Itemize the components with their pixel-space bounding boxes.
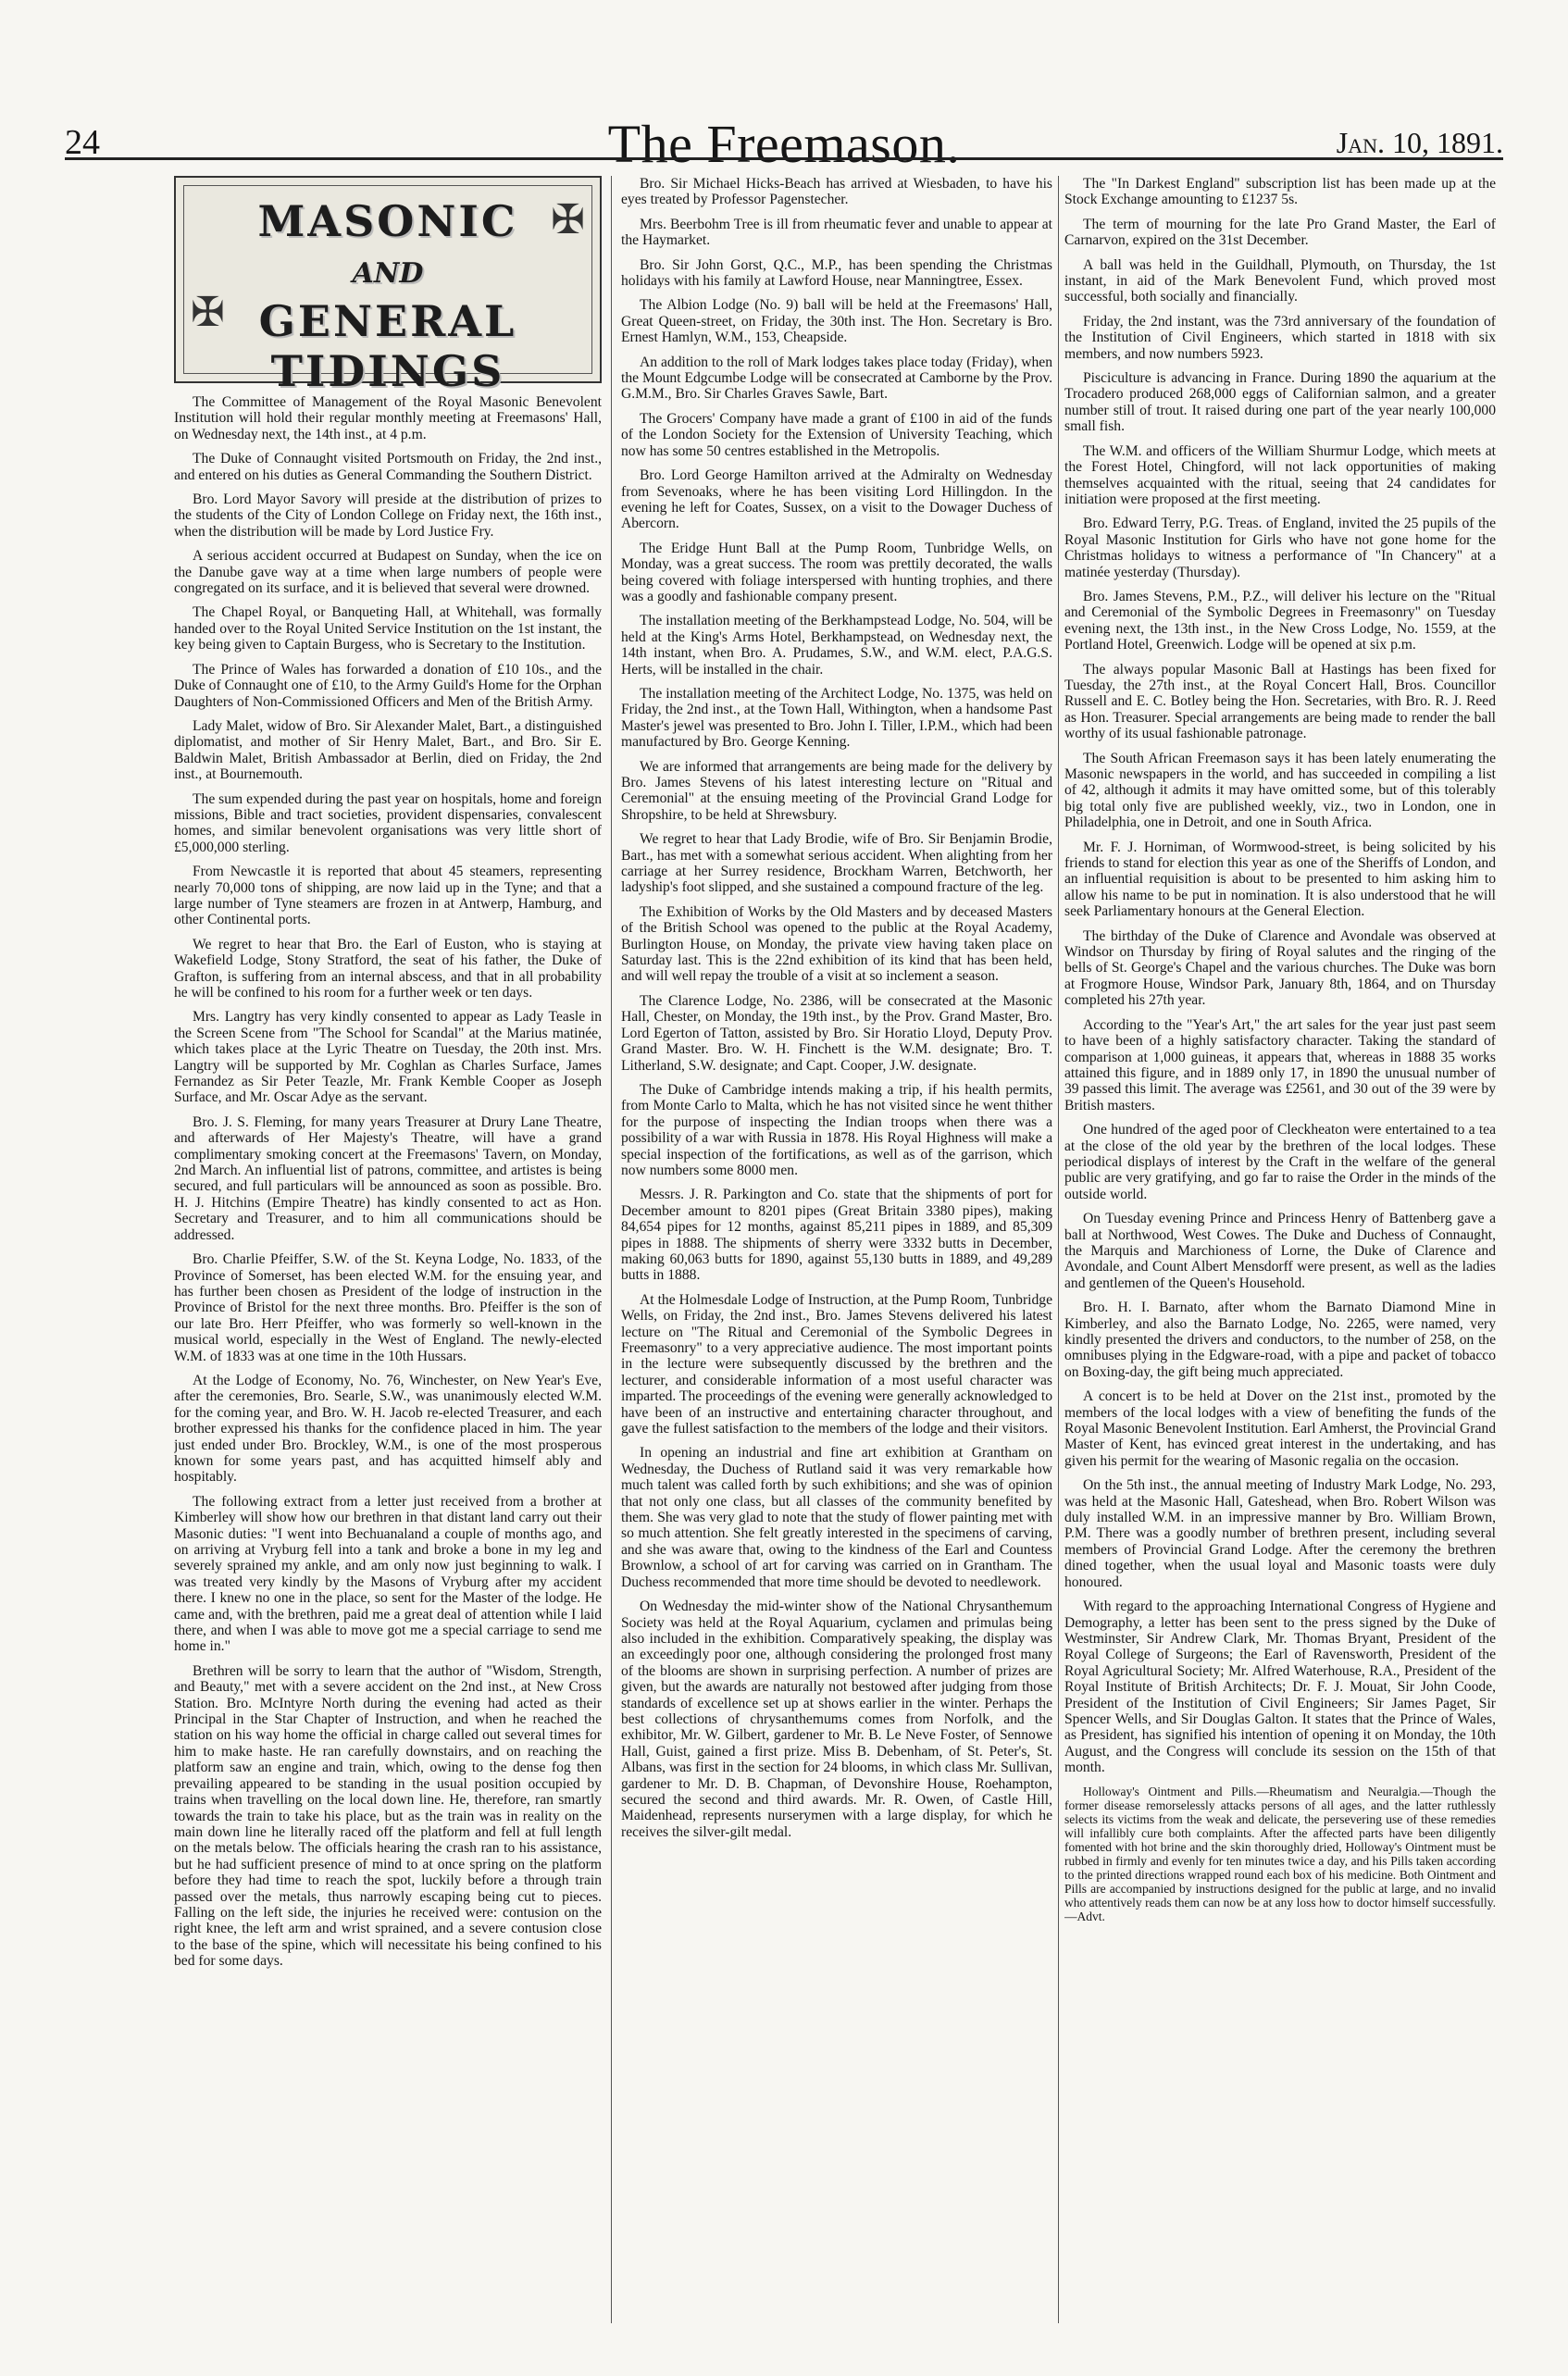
news-paragraph: The Grocers' Company have made a grant of £100 in aid of the funds of the London Society for the Extension of University Teaching, which now has some 50 centres established in the Metropolis. [621, 410, 1052, 459]
news-paragraph: Bro. Edward Terry, P.G. Treas. of England, invited the 25 pupils of the Royal Masonic Institution for Girls who have not gone home for the Christmas holidays to witness a performance of "In Chancery" at a matinée yesterday (Thursday). [1064, 516, 1496, 580]
news-paragraph: On the 5th inst., the annual meeting of Industry Mark Lodge, No. 293, was held at the Masonic Hall, Gateshead, when Bro. Robert Wilson was duly installed W.M. in an impressive manner by Bro. William Brown, P.M. There was a goodly number of brethren present, including several members of Provincial Grand Lodge. After the ceremony the brethren dined together, when the usual loyal and Masonic toasts were duly honoured. [1064, 1477, 1496, 1590]
news-paragraph: Brethren will be sorry to learn that the author of "Wisdom, Strength, and Beauty," met with a severe accident on the 2nd inst., at New Cross Station. Bro. McIntyre North during the evening had acted as their Principal in the Star Chapter of Instruction, and when he reached the station on his way home the official in charge called out several times for him to make haste. He ran carefully downstairs, and on reaching the platform saw an engine and train, which, owing to the dense fog then prevailing appeared to be standing in the usual position occupied by trains when travelling on the local down line. He, therefore, ran smartly towards the train to take his place, but as the train was in reality on the main down line he literally raced off the platform and fell at full length on the metals below. The officials hearing the crash ran to his assistance, but he had sufficient presence of mind to at once spring on the platform before they had time to reach the spot, luckily before a through train passed over the metals, thus narrowly escaping being cut to pieces. Falling on the left side, the injuries he received were: contusion on the right knee, the left arm and wrist sprained, and a severe contusion close to the base of the spine, which will necessitate his being confined to his bed for some days. [174, 1662, 602, 1970]
news-paragraph: A concert is to be held at Dover on the 21st inst., promoted by the members of the local lodges with a view of benefiting the funds of the Royal Masonic Benevolent Institution. Earl Amherst, the Provincial Grand Master of Kent, has evinced great interest in the undertaking, and has given his permit for the wearing of Masonic regalia on the occasion. [1064, 1388, 1496, 1469]
news-paragraph: On Wednesday the mid-winter show of the National Chrysanthemum Society was held at the Royal Aquarium, cyclamen and primulas being also included in the exhibition. Comparatively speaking, the display was an exceedingly poor one, although considering the prolonged frost many of the blooms are shown in surprising perfection. A number of prizes are given, but the awards are naturally not bestowed after judging from those standards of excellence set up at shows earlier in the winter. Perhaps the best collections of chrysanthemums comes from Norfolk, and the exhibitor, Mr. W. Gilbert, gardener to Mr. B. Le Neve Foster, of Sennowe Hall, Guist, gained a first prize. Miss B. Debenham, of St. Peter's, St. Albans, was first in the section for 24 blooms, in which class Mr. Sullivan, gardener to Mr. D. B. Chapman, of Devonshire House, Roehampton, secured the second and third awards. Mr. R. Owen, of Castle Hill, Maidenhead, represents nurserymen with a large display, for which he receives the silver-gilt medal. [621, 1599, 1052, 1840]
news-paragraph: The Duke of Cambridge intends making a trip, if his health permits, from Monte Carlo to Malta, which he has not visited since he went thither for the purpose of inspecting the Indian troops when there was a possibility of a war with Russia in 1878. His Royal Highness will make a special inspection of the fortifications, as well as of the garrison, which now numbers some 8000 men. [621, 1081, 1052, 1178]
page-header [65, 65, 1503, 174]
banner-line-masonic: MASONIC [257, 196, 518, 246]
news-paragraph: We regret to hear that Lady Brodie, wife of Bro. Sir Benjamin Brodie, Bart., has met with a somewhat serious accident. When alighting from her carriage at her Surrey residence, Brockham Warren, Betchworth, her ladyship's foot slipped, and she sustained a compound fracture of the leg. [621, 831, 1052, 896]
news-paragraph: Bro. Sir Michael Hicks-Beach has arrived at Wiesbaden, to have his eyes treated by Professor Pagenstecher. [621, 176, 1052, 208]
news-paragraph: The W.M. and officers of the William Shurmur Lodge, which meets at the Forest Hotel, Chingford, will not lack opportunities of making themselves acquainted with the ritual, seeing that 24 candidates for initiation were proposed at the first meeting. [1064, 442, 1496, 507]
news-paragraph: The installation meeting of the Berkhampstead Lodge, No. 504, will be held at the King's Arms Hotel, Berkhampstead, on Wednesday next, the 14th instant, when Bro. A. Prudames, S.W., and W.M. elect, P.A.G.S. Herts, will be installed in the chair. [621, 613, 1052, 678]
news-paragraph: The installation meeting of the Architect Lodge, No. 1375, was held on Friday, the 2nd inst., at the Town Hall, Withington, when a handsome Past Master's jewel was presented to Bro. John I. Tiller, I.P.M., which had been manufactured by Bro. George Kenning. [621, 685, 1052, 751]
news-paragraph: The birthday of the Duke of Clarence and Avondale was observed at Windsor on Thursday by firing of Royal salutes and the ringing of the bells of St. George's Chapel and the various churches. The Duke was born at Frogmore House, Windsor Park, January 8th, 1864, and on Thursday completed his 27th year. [1064, 927, 1496, 1009]
news-paragraph: An addition to the roll of Mark lodges takes place today (Friday), when the Mount Edgcumbe Lodge will be consecrated at Camborne by the Prov. G.M.M., Bro. Sir Charles Graves Sawle, Bart. [621, 354, 1052, 403]
column-left-articles [174, 394, 602, 1970]
news-paragraph: The Duke of Connaught visited Portsmouth on Friday, the 2nd inst., and entered on his duties as General Commanding the Southern District. [174, 451, 602, 483]
news-paragraph: Messrs. J. R. Parkington and Co. state that the shipments of port for December amount to 8201 pipes (Great Britain 3380 pipes), making 84,654 pipes for 12 months, against 85,211 pipes in 1889, and 85,309 pipes in 1888. The shipments of sherry were 3332 butts in December, making 60,063 butts for 1890, against 55,130 butts in 1889, and 49,289 butts in 1888. [621, 1187, 1052, 1284]
news-paragraph: The Albion Lodge (No. 9) ball will be held at the Freemasons' Hall, Great Queen-street, on Friday, the 30th inst. The Hon. Secretary is Bro. Ernest Hamlyn, W.M., 153, Cheapside. [621, 297, 1052, 346]
news-paragraph: The Chapel Royal, or Banqueting Hall, at Whitehall, was formally handed over to the Royal United Service Institution on the 1st instant, the key being given to Captain Burgess, who is Secretary to the Institution. [174, 604, 602, 653]
news-paragraph: On Tuesday evening Prince and Princess Henry of Battenberg gave a ball at Northwood, West Cowes. The Duke and Duchess of Connaught, the Marquis and Marchioness of Lorne, the Duke of Clarence and Avondale, and Count Albert Mensdorff were present, as well as the ladies and gentlemen of the Queen's Household. [1064, 1211, 1496, 1291]
news-paragraph: The Committee of Management of the Royal Masonic Benevolent Institution will hold their regular monthly meeting at Freemasons' Hall, on Wednesday next, the 14th inst., at 4 p.m. [174, 394, 602, 442]
news-paragraph: One hundred of the aged poor of Cleckheaton were entertained to a tea at the close of the old year by the brethren of the local lodges. These periodical displays of interest by the Craft in the welfare of the general public are very gratifying, and go far to raise the Order in the minds of the outside world. [1064, 1122, 1496, 1202]
issue-date: Jan. 10, 1891. [1336, 126, 1503, 159]
column-middle [621, 176, 1052, 2323]
news-paragraph: Mrs. Langtry has very kindly consented to appear as Lady Teasle in the Screen Scene from "The School for Scandal" at the Marius matinée, which takes place at the Lyric Theatre on Tuesday, the 20th inst. Mrs. Langtry will be supported by Mr. Coghlan as Charles Surface, James Fernandez as Sir Peter Teazle, Mr. Frank Kemble Cooper as Joseph Surface, and Mr. Oscar Adye as the servant. [174, 1009, 602, 1106]
holloway-advertisement: Holloway's Ointment and Pills.—Rheumatism and Neuralgia.—Though the former disease remorselessly attacks persons of all ages, and the latter ruthlessly selects its victims from the weak and delicate, the persevering use of these remedies will infallibly cure both complaints. After the affected parts have been diligently fomented with hot brine and the skin thoroughly dried, Holloway's Ointment must be rubbed in firmly and evenly for ten minutes twice a day, and his Pills taken according to the printed directions wrapped round each box of his medicine. Both Ointment and Pills are accompanied by instructions designed for the public at large, and no invalid who attentively reads them can now be at any loss how to doctor himself successfully.—Advt. [1064, 1784, 1496, 1923]
news-paragraph: Bro. H. I. Barnato, after whom the Barnato Diamond Mine in Kimberley, and also the Barnato Lodge, No. 2265, were named, very kindly presented the drivers and conductors, to the number of 258, on the omnibuses plying in the Edgware-road, with a pipe and packet of tobacco on Boxing-day, the gift being much appreciated. [1064, 1300, 1496, 1380]
square-compass-ornament-icon: ✠ [551, 197, 585, 243]
news-paragraph: The South African Freemason says it has been lately enumerating the Masonic newspapers in the world, and has succeeded in compiling a list of 42, although it admits it may have omitted some, but of this tolerably big total only five are published weekly, viz., two in London, one in Philadelphia, one in Detroit, and one in South Africa. [1064, 750, 1496, 831]
page-number: 24 [65, 123, 100, 162]
news-paragraph: With regard to the approaching International Congress of Hygiene and Demography, a letter has been sent to the press signed by the Duke of Westminster, Sir Andrew Clark, Mr. Thomas Bryant, President of the Royal College of Surgeons; the Earl of Ravensworth, President of the Royal Agricultural Society; Mr. Alfred Waterhouse, R.A., President of the Royal Institute of British Architects; Dr. F. J. Mouat, Sir John Coode, President of the Institution of Civil Engineers; Sir James Paget, Sir Spencer Wells, and Sir Douglas Galton. It states that the Prince of Wales, as President, has signified his intention of opening it on Monday, the 10th August, and the Congress will conclude its session on the 15th of that month. [1064, 1599, 1496, 1776]
news-paragraph: Mr. F. J. Horniman, of Wormwood-street, is being solicited by his friends to stand for election this year as one of the Sheriffs of London, and an influential requisition is about to be presented to him asking him to allow his name to be put in nomination. It is also understood that he will seek Parliamentary honours at the General Election. [1064, 839, 1496, 920]
news-paragraph: Bro. Charlie Pfeiffer, S.W. of the St. Keyna Lodge, No. 1833, of the Province of Somerset, has been elected W.M. for the ensuing year, and has further been chosen as President of the lodge of instruction in the Province of Bristol for the next three months. Bro. Pfeiffer is the son of our late Bro. Herr Pfeiffer, who was formerly so well-known in the musical world, especially in the West of England. The newly-elected W.M. of 1833 was at one time in the 10th Hussars. [174, 1251, 602, 1364]
news-paragraph: A serious accident occurred at Budapest on Sunday, when the ice on the Danube gave way at a time when large numbers of people were congregated on its surface, and it is believed that several were drowned. [174, 548, 602, 597]
news-paragraph: Bro. Lord Mayor Savory will preside at the distribution of prizes to the students of the City of London College on Friday next, the 16th inst., when the distribution will be made by Lord Justice Fry. [174, 491, 602, 540]
column-left [174, 176, 602, 2323]
section-banner [174, 176, 602, 396]
square-compass-ornament-icon: ✠ [191, 290, 225, 335]
news-paragraph: Friday, the 2nd instant, was the 73rd anniversary of the foundation of the Institution of Civil Engineers, which started in 1818 with six members, and now numbers 5923. [1064, 313, 1496, 362]
news-paragraph: The "In Darkest England" subscription list has been made up at the Stock Exchange amounting to £1237 5s. [1064, 176, 1496, 208]
news-paragraph: The Eridge Hunt Ball at the Pump Room, Tunbridge Wells, on Monday, was a great success. The room was prettily decorated, the walls being covered with foliage interspersed with hunting trophies, and there was a goodly and fashionable company present. [621, 540, 1052, 604]
news-paragraph: The Exhibition of Works by the Old Masters and by deceased Masters of the British School was opened to the public at the Royal Academy, Burlington House, on Monday, the private view having taken place on Saturday last. This is the 22nd exhibition of its kind that has been held, and will well repay the trouble of a visit at so inclement a season. [621, 903, 1052, 985]
news-paragraph: The Prince of Wales has forwarded a donation of £10 10s., and the Duke of Connaught one of £10, to the Army Guild's Home for the Orphan Daughters of Non-Commissioned Officers and Men of the British Army. [174, 661, 602, 710]
news-paragraph: The following extract from a letter just received from a brother at Kimberley will show how our brethren in that distant land carry out their Masonic duties: "I went into Bechuanaland a couple of months ago, and on arriving at Vryburg fell into a tank and broke a bone in my leg and severely sprained my ankle, and am only now just beginning to walk. I was treated very kindly by the Masons of Vryburg after my accident there. I knew no one in the place, so sent for the Master of the lodge. He came and, with the brethren, paid me a great deal of attention while I laid there, and when I was able to move got me a special carriage to send me home in." [174, 1493, 602, 1655]
column-right [1064, 176, 1496, 2323]
banner-line-and: AND [352, 257, 424, 290]
news-paragraph: Pisciculture is advancing in France. During 1890 the aquarium at the Trocadero produced 268,000 eggs of Californian salmon, and a greater number still of trout. It raised during one part of the year nearly 100,000 small fish. [1064, 370, 1496, 435]
news-paragraph: At the Lodge of Economy, No. 76, Winchester, on New Year's Eve, after the ceremonies, Bro. Searle, S.W., was unanimously elected W.M. for the coming year, and Bro. W. H. Jacob re-elected Treasurer, and each brother expressed his thanks for the confidence placed in him. The year just ended under Bro. Brockley, W.M., is one of the most prosperous known for some years past, and has acquitted himself ably and hospitably. [174, 1372, 602, 1486]
header-rule [65, 157, 1503, 160]
column-right-articles [1064, 176, 1496, 1776]
news-paragraph: According to the "Year's Art," the art sales for the year just past seem to have been of a highly satisfactory character. Taking the standard of comparison at 1,000 guineas, it appears that, whereas in 1888 35 works attained this figure, and in 1889 only 17, in 1890 the unusual number of 39 passed this limit. The average was £2561, and 30 out of the 39 were by British masters. [1064, 1016, 1496, 1113]
news-paragraph: The Clarence Lodge, No. 2386, will be consecrated at the Masonic Hall, Chester, on Monday, the 19th inst., by the Prov. Grand Master, Bro. Lord Egerton of Tatton, assisted by Bro. Sir Horatio Lloyd, Deputy Prov. Grand Master. Bro. W. H. Finchett is the W.M. designate; Bro. T. Litherland, S.W. designate; and Capt. Cooper, J.W. designate. [621, 992, 1052, 1074]
column-divider [611, 176, 612, 2323]
banner-line-general-tidings: GENERAL TIDINGS [258, 296, 517, 396]
news-paragraph: We are informed that arrangements are being made for the delivery by Bro. James Stevens of his latest interesting lecture on "Ritual and Ceremonial" at the ensuing meeting of the Provincial Grand Lodge for Shropshire, to be held at Shrewsbury. [621, 758, 1052, 823]
news-paragraph: Bro. James Stevens, P.M., P.Z., will deliver his lecture on the "Ritual and Ceremonial of the Symbolic Degrees in Freemasonry" on Tuesday evening next, the 13th inst., in the New Cross Lodge, No. 1559, at the Portland Hotel, Greenwich. Lodge will be opened at six p.m. [1064, 588, 1496, 653]
news-paragraph: Bro. Sir John Gorst, Q.C., M.P., has been spending the Christmas holidays with his family at Lawford House, near Manningtree, Essex. [621, 256, 1052, 290]
news-paragraph: At the Holmesdale Lodge of Instruction, at the Pump Room, Tunbridge Wells, on Friday, the 2nd inst., Bro. James Stevens delivered his latest lecture on "The Ritual and Ceremonial of the Symbolic Degrees in Freemasonry" to a very appreciative audience. The most important points in the lecture were subsequently discussed by the brethren and the lecturer, and considerable information of a most useful character was imparted. The proceedings of the evening were generally acknowledged to have been of an instructive and entertaining character throughout, and gave the fullest satisfaction to the members of the lodge and their visitors. [621, 1291, 1052, 1437]
news-paragraph: Mrs. Beerbohm Tree is ill from rheumatic fever and unable to appear at the Haymarket. [621, 216, 1052, 249]
news-paragraph: We regret to hear that Bro. the Earl of Euston, who is staying at Wakefield Lodge, Stony Stratford, the seat of his father, the Duke of Grafton, is suffering from an internal abscess, and that in all probability he will be confined to his room for a further week or ten days. [174, 936, 602, 1001]
news-paragraph: Bro. J. S. Fleming, for many years Treasurer at Drury Lane Theatre, and afterwards of Her Majesty's Theatre, will have a grand complimentary smoking concert at the Freemasons' Tavern, on Monday, 2nd March. An influential list of patrons, committee, and artistes is being secured, and full particulars will be announced as soon as possible. Bro. H. J. Hitchins (Empire Theatre) has kindly consented to act as Hon. Secretary and Treasurer, and to him all communications should be addressed. [174, 1113, 602, 1243]
news-paragraph: From Newcastle it is reported that about 45 steamers, representing nearly 70,000 tons of shipping, are now laid up in the Tyne; and that a large number of Tyne steamers are frozen in at Antwerp, Hamburg, and other Continental ports. [174, 864, 602, 928]
news-paragraph: The sum expended during the past year on hospitals, home and foreign missions, Bible and tract societies, provident dispensaries, convalescent homes, and similar benevolent organisations was very little short of £5,000,000 sterling. [174, 790, 602, 855]
news-paragraph: Lady Malet, widow of Bro. Sir Alexander Malet, Bart., a distinguished diplomatist, and mother of Sir Henry Malet, Bart., and Bro. Sir E. Baldwin Malet, British Ambassador at Berlin, died on Friday, the 2nd inst., at Bournemouth. [174, 717, 602, 783]
news-paragraph: A ball was held in the Guildhall, Plymouth, on Thursday, the 1st instant, in aid of the Mark Benevolent Fund, which proved most successful, both socially and financially. [1064, 256, 1496, 305]
news-paragraph: Bro. Lord George Hamilton arrived at the Admiralty on Wednesday from Sevenoaks, where he has been visiting Lord Hillingdon. In the evening he left for Coates, Sussex, on a visit to the Dowager Duchess of Abercorn. [621, 467, 1052, 532]
column-middle-articles [621, 176, 1052, 1840]
news-paragraph: The term of mourning for the late Pro Grand Master, the Earl of Carnarvon, expired on the 31st December. [1064, 216, 1496, 249]
column-divider [1058, 176, 1059, 2323]
news-paragraph: The always popular Masonic Ball at Hastings has been fixed for Tuesday, the 27th inst., at the Royal Concert Hall, Bros. Councillor Russell and E. C. Botley being the Hon. Secretaries, with Bro. R. J. Reed as Hon. Treasurer. Special arrangements are being made to render the ball worthy of its usual fashionable patronage. [1064, 661, 1496, 742]
masthead-title: The Freemason. [607, 114, 961, 174]
news-paragraph: In opening an industrial and fine art exhibition at Grantham on Wednesday, the Duchess of Rutland said it was very remarkable how much talent was called forth by such exhibitions; and she was of opinion that not only one class, but all classes of the community benefited by them. She was very glad to note that the study of flower painting met with so much attention. She felt greatly interested in the specimens of carving, and she was aware that, owing to the kindness of the Earl and Countess Brownlow, a school of art for carving was carried on in Grantham. The Duchess recommended that more time should be devoted to needlework. [621, 1445, 1052, 1590]
